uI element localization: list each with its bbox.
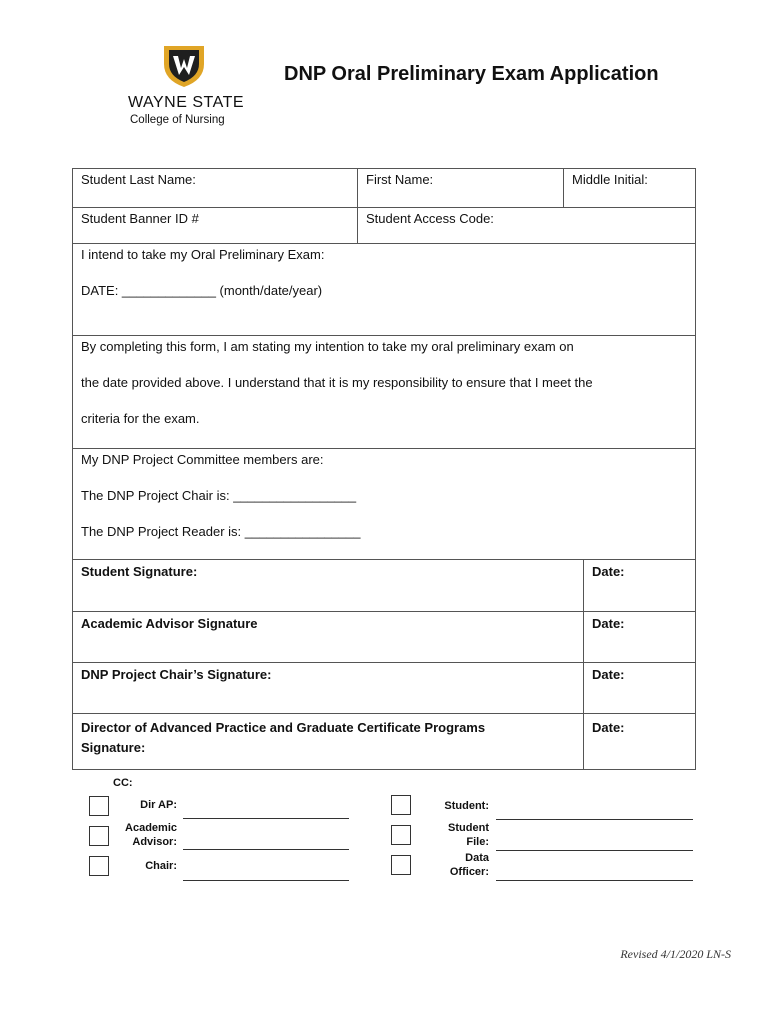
statement-line-3: criteria for the exam. — [81, 411, 200, 426]
last-name-label: Student Last Name: — [81, 172, 196, 187]
intend-text: I intend to take my Oral Preliminary Exam: — [81, 247, 325, 262]
project-chair-field[interactable]: The DNP Project Chair is: _________________ — [81, 488, 357, 503]
first-name-field[interactable] — [357, 169, 563, 207]
student-signature-row — [73, 559, 695, 611]
advisor-signature-label: Academic Advisor Signature — [81, 616, 258, 631]
director-signature-field[interactable] — [73, 714, 583, 769]
chair-signature-row — [73, 662, 695, 713]
cc-student-label: Student: — [444, 800, 489, 812]
student-date-label: Date: — [592, 564, 625, 579]
id-row — [73, 207, 695, 243]
statement-line-1: By completing this form, I am stating my intention to take my oral preliminary exam on — [81, 339, 574, 354]
cc-dir-ap-line[interactable] — [183, 818, 349, 819]
cc-academic-advisor-checkbox[interactable] — [89, 826, 109, 846]
cc-dir-ap-checkbox[interactable] — [89, 796, 109, 816]
name-row — [73, 169, 695, 207]
exam-date-section — [73, 243, 695, 335]
banner-id-label: Student Banner ID # — [81, 211, 199, 226]
statement-section — [73, 335, 695, 448]
chair-signature-field[interactable] — [73, 663, 583, 713]
cc-chair-line[interactable] — [183, 880, 349, 881]
middle-initial-field[interactable] — [563, 169, 695, 207]
application-form — [72, 168, 696, 770]
committee-section — [73, 448, 695, 559]
student-signature-label: Student Signature: — [81, 564, 198, 579]
cc-student-checkbox[interactable] — [391, 795, 411, 815]
student-signature-field[interactable] — [73, 560, 583, 611]
cc-student-file-line[interactable] — [496, 850, 693, 851]
access-code-label: Student Access Code: — [366, 211, 494, 226]
cc-data-officer-checkbox[interactable] — [391, 855, 411, 875]
chair-signature-label: DNP Project Chair’s Signature: — [81, 667, 272, 682]
cc-student-file-checkbox[interactable] — [391, 825, 411, 845]
director-signature-label: Director of Advanced Practice and Graduate Certificate Programs — [81, 720, 486, 735]
advisor-signature-date[interactable] — [583, 612, 695, 662]
logo-subtitle: College of Nursing — [130, 114, 225, 126]
advisor-signature-field[interactable] — [73, 612, 583, 662]
cc-student-line[interactable] — [496, 819, 693, 820]
cc-chair-checkbox[interactable] — [89, 856, 109, 876]
cc-data-officer-label: Data Officer: — [449, 852, 489, 878]
chair-date-label: Date: — [592, 667, 625, 682]
committee-label: My DNP Project Committee members are: — [81, 452, 324, 467]
chair-signature-date[interactable] — [583, 663, 695, 713]
cc-student-file-label: Student File: — [448, 822, 489, 848]
statement-line-2: the date provided above. I understand that it is my responsibility to ensure that I meet the — [81, 375, 593, 390]
cc-data-officer-line[interactable] — [496, 880, 693, 881]
advisor-date-label: Date: — [592, 616, 625, 631]
first-name-label: First Name: — [366, 172, 434, 187]
director-date-label: Date: — [592, 720, 625, 735]
cc-chair-label: Chair: — [145, 860, 177, 872]
advisor-signature-row — [73, 611, 695, 662]
middle-initial-label: Middle Initial: — [572, 172, 648, 187]
revision-note: Revised 4/1/2020 LN-S — [620, 947, 731, 961]
cc-label: CC: — [113, 777, 133, 789]
shield-icon — [162, 44, 206, 88]
exam-date-field[interactable]: DATE: _____________ (month/date/year) — [81, 283, 323, 298]
access-code-field[interactable] — [357, 208, 695, 243]
cc-academic-advisor-label: Academic Advisor: — [125, 822, 177, 848]
cc-dir-ap-label: Dir AP: — [140, 799, 177, 811]
banner-id-field[interactable] — [73, 208, 357, 243]
page-title: DNP Oral Preliminary Exam Application — [284, 63, 659, 85]
last-name-field[interactable] — [73, 169, 357, 207]
student-signature-date[interactable] — [583, 560, 695, 611]
wayne-state-logo — [124, 44, 244, 130]
logo-wordmark: WAYNE STATE — [128, 94, 245, 111]
director-signature-date[interactable] — [583, 714, 695, 769]
director-signature-row — [73, 713, 695, 769]
cc-academic-advisor-line[interactable] — [183, 849, 349, 850]
project-reader-field[interactable]: The DNP Project Reader is: ________________ — [81, 524, 361, 539]
director-signature-label-2: Signature: — [81, 740, 146, 755]
